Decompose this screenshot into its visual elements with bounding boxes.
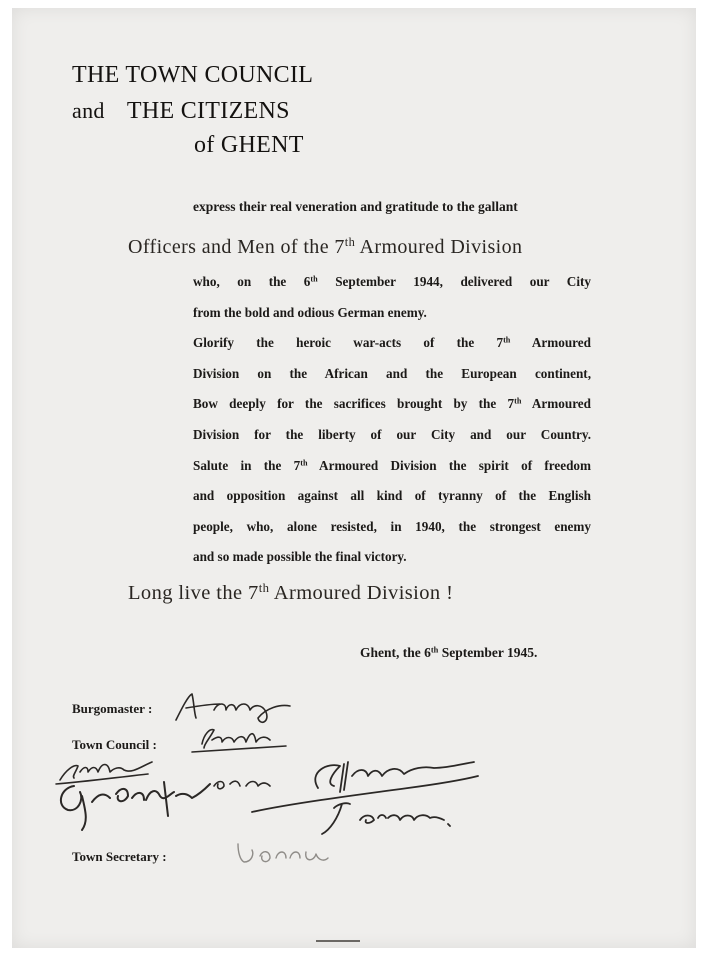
- heading-line-3: of GHENT: [194, 132, 304, 158]
- town-council-signature: [182, 722, 294, 756]
- date-line: [360, 645, 537, 661]
- division-line-sup: th: [344, 235, 356, 250]
- heading-citizens: THE CITIZENS: [126, 98, 290, 124]
- body-line: Bow deeply for the sacrifices brought by the 7th Armoured: [193, 396, 591, 412]
- body-paragraph: [193, 272, 591, 578]
- heading-line-1: THE TOWN COUNCIL: [72, 62, 314, 88]
- town-secretary-label: Town Secretary :: [72, 849, 167, 864]
- body-line: who, on the 6th September 1944, delivered our City: [193, 274, 591, 289]
- lead-text: express their real veneration and gratitude to the gallant: [193, 199, 518, 214]
- date-line-sup: th: [430, 645, 439, 655]
- body-line: people, who, alone resisted, in 1940, the strongest enemy: [193, 518, 591, 534]
- body-line: and so made possible the final victory.: [193, 549, 407, 565]
- town-secretary-signature: [232, 836, 332, 870]
- long-live-post: Armoured Division !: [269, 582, 454, 604]
- date-line-pre: Ghent, the 6: [360, 645, 431, 660]
- council-signature-5: [316, 794, 456, 840]
- long-live-pre: Long live the 7: [128, 582, 259, 604]
- date-line-post: September 1945.: [438, 645, 538, 660]
- body-line: Glorify the heroic war-acts of the 7th Armoured: [193, 335, 591, 351]
- body-line: Salute in the 7th Armoured Division the spirit of freedom: [193, 457, 592, 473]
- burgomaster-label: Burgomaster :: [72, 701, 153, 716]
- body-line: Division for the liberty of our City and our Country.: [193, 426, 591, 442]
- body-line: Division on the African and the European continent,: [193, 365, 591, 381]
- council-signature-2: [52, 772, 212, 832]
- print-mark: [316, 940, 360, 942]
- long-live-line: [128, 582, 453, 605]
- division-line: [128, 236, 522, 259]
- heading-and: and: [72, 98, 105, 123]
- body-line: and opposition against all kind of tyranny of the English: [193, 488, 591, 504]
- division-line-pre: Officers and Men of the 7: [128, 236, 345, 258]
- heading-line-2: [72, 98, 290, 125]
- division-line-post: Armoured Division: [355, 236, 523, 258]
- long-live-sup: th: [258, 581, 270, 596]
- body-line: from the bold and odious German enemy.: [193, 304, 427, 320]
- town-council-label: Town Council :: [72, 737, 157, 752]
